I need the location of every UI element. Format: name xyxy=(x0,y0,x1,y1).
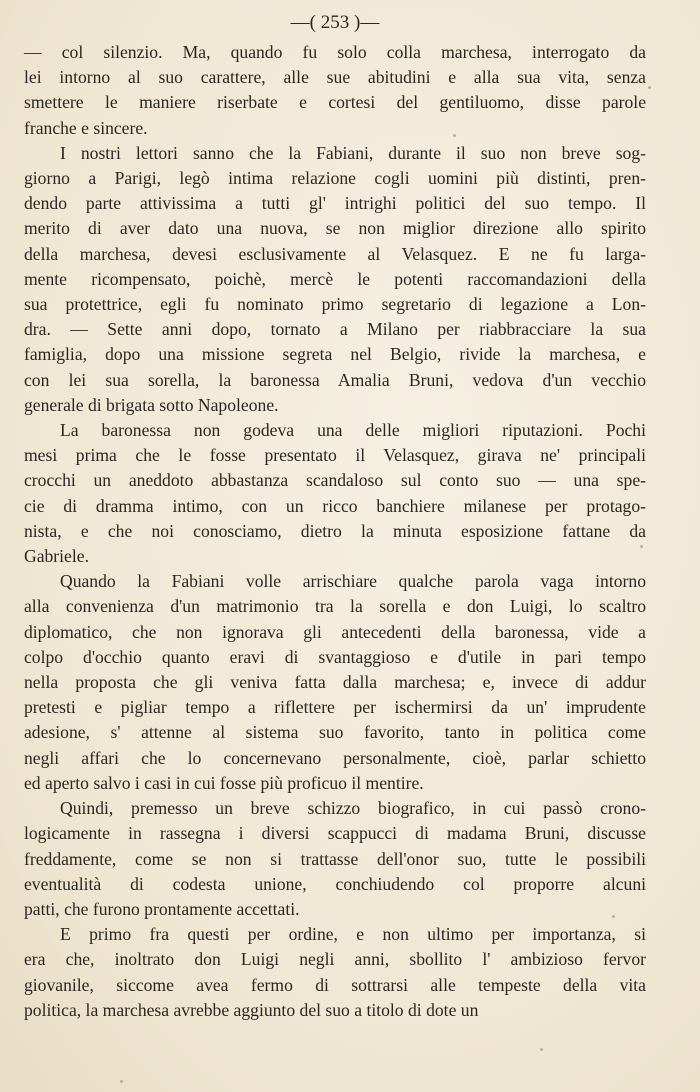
text-line: nella proposta che gli veniva fatta dalla marchesa; e, invece di addur xyxy=(24,672,646,693)
paper-speck xyxy=(612,915,615,918)
text-line: alla convenienza d'un matrimonio tra la sorella e don Luigi, lo scaltro xyxy=(24,596,646,617)
text-line: negli affari che lo concernevano personalmente, cioè, parlar schietto xyxy=(24,747,646,768)
body-text xyxy=(24,40,646,1023)
text-line: eventualità di codesta unione, conchiudendo col proporre alcuni xyxy=(24,873,646,894)
text-line: smettere le maniere riserbate e cortesi del gentiluomo, disse parole xyxy=(24,92,646,113)
text-line: Quindi, premesso un breve schizzo biografico, in cui passò crono- xyxy=(60,798,646,819)
paragraph xyxy=(24,418,646,569)
text-line: Gabriele. xyxy=(24,546,89,567)
paragraph xyxy=(24,141,646,418)
text-line: merito di aver dato una nuova, se non miglior direzione allo spirito xyxy=(24,218,646,239)
text-line: freddamente, come se non si trattasse dell'onor suo, tutte le possibili xyxy=(24,848,646,869)
paragraph xyxy=(24,922,646,1023)
text-line: sua protettrice, egli fu nominato primo segretario di legazione a Lon- xyxy=(24,294,646,315)
text-line: diplomatico, che non ignorava gli antecedenti della baronessa, vide a xyxy=(24,621,646,642)
text-line: con lei sua sorella, la baronessa Amalia Bruni, vedova d'un vecchio xyxy=(24,369,646,390)
paper-speck xyxy=(453,134,456,137)
text-line: politica, la marchesa avrebbe aggiunto del suo a titolo di dote un xyxy=(24,999,479,1020)
text-line: I nostri lettori sanno che la Fabiani, durante il suo non breve sog- xyxy=(60,142,646,163)
paper-speck xyxy=(540,1048,543,1051)
text-line: E primo fra questi per ordine, e non ultimo per importanza, si xyxy=(60,924,646,945)
text-line: cie di dramma intimo, con un ricco banchiere milanese per protago- xyxy=(24,495,646,516)
text-line: mente ricompensato, poichè, mercè le potenti raccomandazioni della xyxy=(24,268,646,289)
page-number: —( 253 )— xyxy=(290,12,380,33)
text-line: logicamente in rassegna i diversi scappucci di madama Bruni, discusse xyxy=(24,823,646,844)
paper-speck xyxy=(640,545,643,548)
text-line: franche e sincere. xyxy=(24,117,148,138)
text-line: Quando la Fabiani volle arrischiare qualche parola vaga intorno xyxy=(60,571,646,592)
text-line: giorno a Parigi, legò intima relazione cogli uomini più distinti, pren- xyxy=(24,168,646,189)
text-line: giovanile, siccome avea fermo di sottrarsi alle tempeste della vita xyxy=(24,974,646,995)
text-line: colpo d'occhio quanto eravi di svantaggioso e d'utile in pari tempo xyxy=(24,646,646,667)
text-line: dendo parte attivissima a tutti gl' intrighi politici del suo tempo. Il xyxy=(24,193,646,214)
text-line: — col silenzio. Ma, quando fu solo colla marchesa, interrogato da xyxy=(24,42,646,62)
text-line: famiglia, dopo una missione segreta nel Belgio, rivide la marchesa, e xyxy=(24,344,646,365)
text-line: adesione, s' attenne al sistema suo favorito, tanto in politica come xyxy=(24,722,646,743)
text-line: mesi prima che le fosse presentato il Velasquez, girava ne' principali xyxy=(24,445,646,466)
paragraph xyxy=(24,40,646,141)
text-line: della marchesa, devesi esclusivamente al Velasquez. E ne fu larga- xyxy=(24,243,646,264)
paper-speck xyxy=(648,86,651,89)
paragraph xyxy=(24,569,646,796)
text-line: patti, che furono prontamente accettati. xyxy=(24,898,300,919)
text-line: era che, inoltrato don Luigi negli anni, sbollito l' ambizioso fervor xyxy=(24,949,646,970)
text-line: ed aperto salvo i casi in cui fosse più proficuo il mentire. xyxy=(24,772,424,793)
text-line: lei intorno al suo carattere, alle sue abitudini e alla sua vita, senza xyxy=(24,67,646,88)
paper-speck xyxy=(120,1080,123,1083)
text-line: La baronessa non godeva una delle migliori riputazioni. Pochi xyxy=(60,420,646,441)
text-line: pretesti e pigliar tempo a riflettere per ischermirsi da un' imprudente xyxy=(24,697,646,718)
text-line: nista, e che noi conosciamo, dietro la minuta esposizione fattane da xyxy=(24,520,646,541)
text-line: dra. — Sette anni dopo, tornato a Milano per riabbracciare la sua xyxy=(24,319,646,340)
text-line: crocchi un aneddoto abbastanza scandaloso sul conto suo — una spe- xyxy=(24,470,646,491)
paragraph xyxy=(24,796,646,922)
text-line: generale di brigata sotto Napoleone. xyxy=(24,394,279,415)
